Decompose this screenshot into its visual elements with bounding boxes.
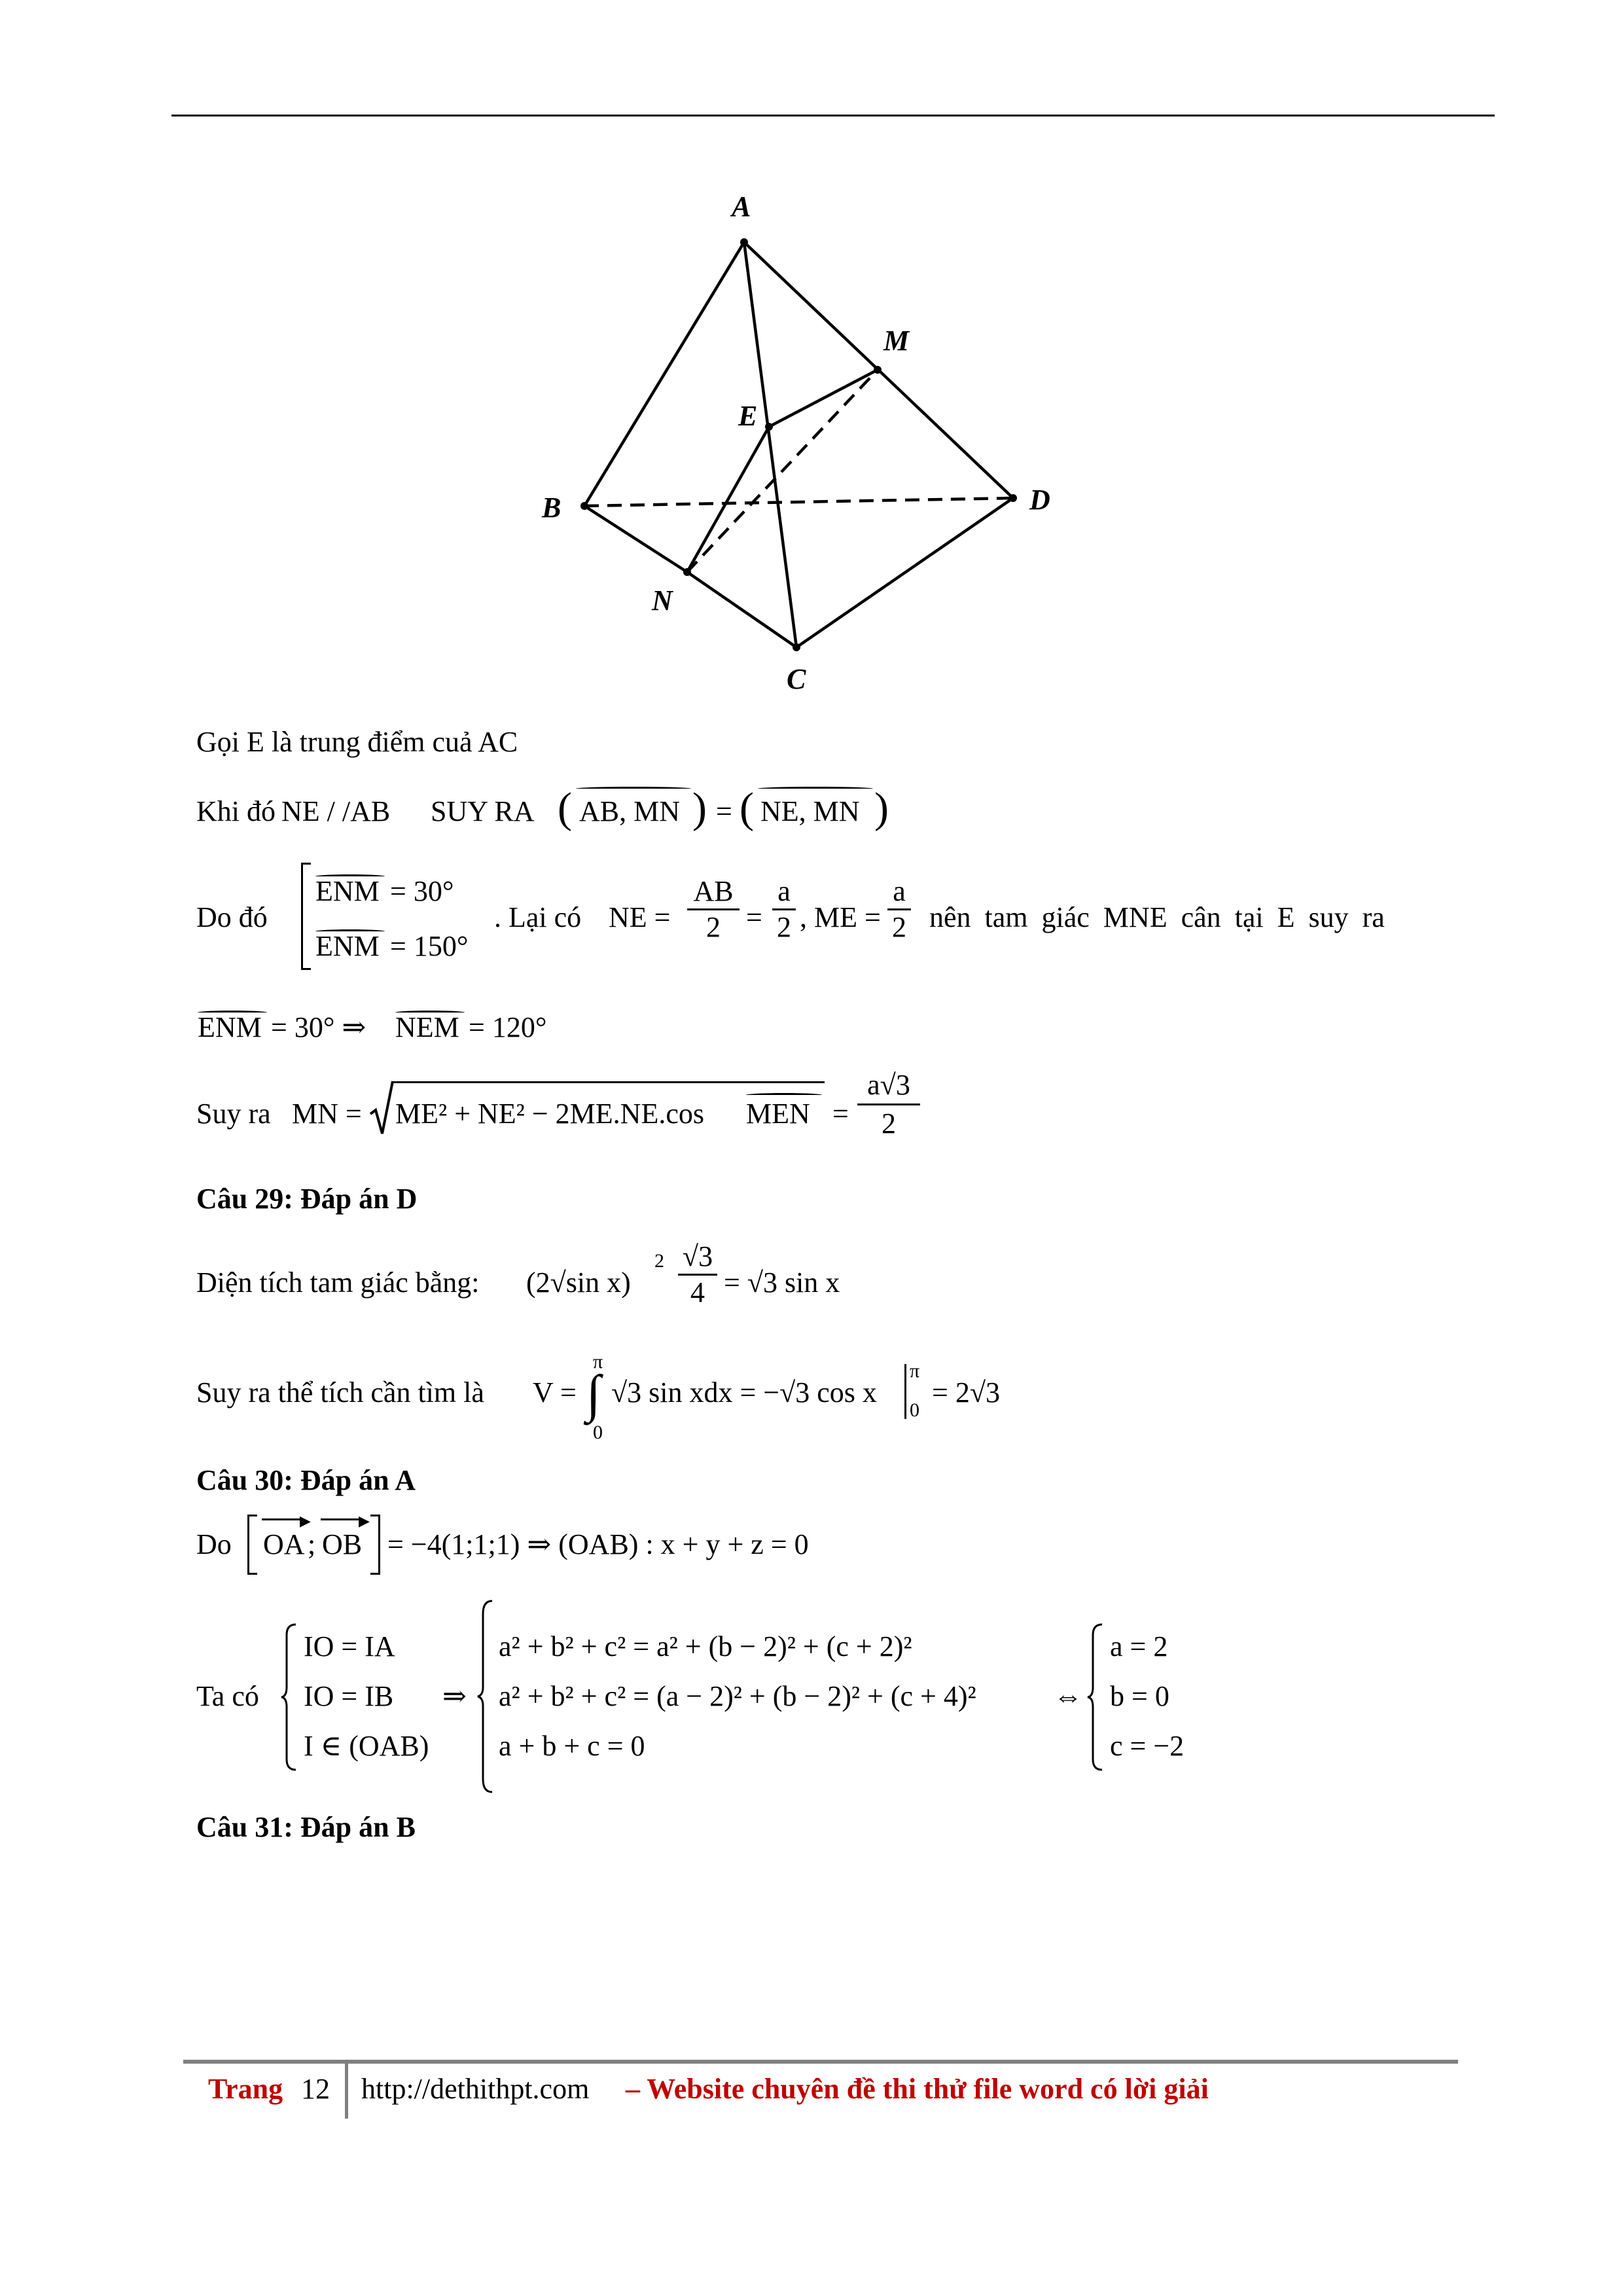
segment-EM — [769, 370, 878, 427]
equals-2: = — [746, 901, 762, 933]
point-M — [874, 366, 882, 374]
system-3-line-2: b = 0 — [1110, 1680, 1169, 1712]
angle-ne-mn: NE, MN — [760, 795, 860, 827]
vector-oa: OA — [263, 1528, 305, 1560]
suy-ra-text: SUY RA — [431, 795, 535, 827]
me-equals: , ME = — [800, 901, 881, 933]
nem-angle: NEM — [395, 1011, 459, 1043]
footer-tagline: – Website chuyên đề thi thử file word có lời giải — [626, 2073, 1209, 2105]
angle-arc-ne-mn — [758, 787, 873, 789]
enm-value-1: = 30° — [390, 875, 454, 907]
brace-system-3 — [1086, 1622, 1106, 1772]
implies-arrow: ⇒ — [442, 1680, 467, 1712]
integral-lower: 0 — [593, 1422, 603, 1443]
area-expression: (2√sin x) — [526, 1266, 631, 1299]
vector-ob: OB — [322, 1528, 363, 1560]
angle-ab-mn: AB, MN — [579, 795, 681, 827]
equals-3: = — [832, 1098, 849, 1130]
point-N — [683, 568, 691, 576]
fraction-sqrt3-over-4: √3 4 — [678, 1242, 717, 1307]
paren-open-2: ( — [740, 784, 754, 832]
paren-close-1: ) — [692, 784, 707, 832]
nem-120: = 120° — [469, 1011, 547, 1043]
question-31-heading: Câu 31: Đáp án B — [196, 1811, 416, 1843]
label-C: C — [787, 663, 806, 695]
eval-lower: 0 — [910, 1399, 919, 1421]
sqrt-sign-mn — [369, 1079, 395, 1138]
ne-equals: NE = — [609, 901, 671, 933]
vector-separator: ; — [308, 1528, 316, 1560]
line-the-tich: Suy ra thể tích cần tìm là — [196, 1376, 484, 1408]
fraction-a-over-2-second: a 2 — [887, 877, 911, 942]
bracket-close-oa-ob — [370, 1515, 380, 1575]
men-angle: MEN — [746, 1098, 810, 1130]
mn-equals: MN = — [292, 1098, 362, 1130]
iff-arrow: ⇔ — [1054, 1680, 1082, 1712]
eval-upper: π — [910, 1360, 920, 1382]
system-1-line-2: IO = IB — [304, 1680, 394, 1712]
point-E — [765, 423, 773, 431]
label-D: D — [1029, 484, 1050, 516]
brace-system-2 — [476, 1598, 496, 1795]
integral-upper: π — [593, 1351, 603, 1372]
point-B — [580, 502, 588, 510]
system-2-line-2: a² + b² + c² = (a − 2)² + (b − 2)² + (c + 4)² — [499, 1680, 976, 1712]
v-equals: V = — [533, 1376, 577, 1408]
arc-men — [746, 1093, 822, 1095]
footer-divider — [345, 2064, 348, 2119]
point-D — [1009, 494, 1017, 502]
line-3-tail: nên tam giác MNE cân tại E suy ra — [929, 901, 1385, 933]
ne-parallel-ab: NE / /AB — [281, 795, 391, 827]
edge-CD — [796, 498, 1013, 647]
brace-system-1 — [280, 1622, 300, 1772]
tetrahedron-figure — [510, 183, 1099, 707]
header-rule — [171, 115, 1495, 117]
paren-close-2: ) — [874, 784, 889, 832]
integral-sign: ∫ — [586, 1365, 601, 1423]
paren-open-1: ( — [558, 784, 572, 832]
bracket-left — [301, 863, 311, 970]
point-C — [793, 643, 800, 651]
line-do-do: Do đó — [196, 901, 268, 933]
footer-page-number: 12 — [301, 2073, 330, 2105]
enm-angle-1: ENM — [315, 875, 380, 907]
vector-arrowhead-ob: ▶ — [359, 1513, 370, 1529]
area-result: = √3 sin x — [724, 1266, 840, 1299]
edge-AB — [584, 242, 744, 506]
line-ta-co: Ta có — [196, 1680, 259, 1712]
system-1-line-3: I ∈ (OAB) — [304, 1730, 429, 1762]
fraction-ab-over-2: AB 2 — [687, 877, 740, 942]
label-M: M — [883, 325, 910, 357]
question-29-heading: Câu 29: Đáp án D — [196, 1183, 418, 1215]
fraction-a-sqrt3-over-2: a√3 2 — [857, 1071, 920, 1138]
footer-url[interactable]: http://dethithpt.com — [361, 2073, 590, 2105]
angle-arc-ab-mn — [576, 787, 691, 789]
system-2-line-3: a + b + c = 0 — [499, 1730, 645, 1762]
fraction-a-over-2-first: a 2 — [772, 877, 796, 942]
edge-NC — [687, 572, 796, 647]
evaluation-bar — [904, 1364, 906, 1419]
system-1-line-1: IO = IA — [304, 1630, 395, 1662]
label-E: E — [738, 400, 758, 432]
line-dien-tich: Diện tích tam giác bằng: — [196, 1266, 480, 1299]
footer-trang: Trang — [208, 2073, 283, 2105]
volume-result: = 2√3 — [932, 1376, 1000, 1408]
system-2-line-1: a² + b² + c² = a² + (b − 2)² + (c + 2)² — [499, 1630, 912, 1662]
footer-rule — [183, 2060, 1458, 2064]
mn-radicand: ME² + NE² − 2ME.NE.cos — [395, 1098, 704, 1130]
enm-angle-3: ENM — [198, 1011, 262, 1043]
vector-arrowhead-oa: ▶ — [300, 1513, 311, 1529]
enm-30-implies: = 30° ⇒ — [271, 1011, 366, 1043]
vector-arrow-oa — [262, 1518, 304, 1520]
line-suy-ra-mn: Suy ra — [196, 1098, 271, 1130]
label-B: B — [542, 492, 562, 524]
vector-arrow-ob — [321, 1518, 363, 1520]
enm-value-2: = 150° — [390, 930, 469, 962]
plane-equation: = −4(1;1;1) ⇒ (OAB) : x + y + z = 0 — [387, 1528, 809, 1560]
sqrt-bar-mn — [393, 1081, 825, 1083]
lai-co: . Lại có — [494, 901, 582, 933]
line-khi-do: Khi đó — [196, 795, 276, 827]
line-goi-e: Gọi E là trung điểm cuả AC — [196, 726, 518, 758]
system-3-line-3: c = −2 — [1110, 1730, 1185, 1762]
label-N: N — [652, 584, 673, 617]
question-30-heading: Câu 30: Đáp án A — [196, 1464, 416, 1496]
integral-body: √3 sin xdx = −√3 cos x — [611, 1376, 877, 1408]
bracket-open-oa-ob — [247, 1515, 257, 1575]
enm-angle-2: ENM — [315, 930, 380, 962]
edge-BD-hidden — [584, 498, 1013, 506]
label-A: A — [732, 190, 751, 223]
line-do-oa-ob: Do — [196, 1528, 232, 1560]
equals-1: = — [716, 795, 732, 827]
edge-BN — [584, 506, 687, 572]
system-3-line-1: a = 2 — [1110, 1630, 1168, 1662]
area-exponent: 2 — [654, 1250, 664, 1272]
point-A — [740, 238, 748, 246]
edge-AC — [744, 242, 796, 647]
